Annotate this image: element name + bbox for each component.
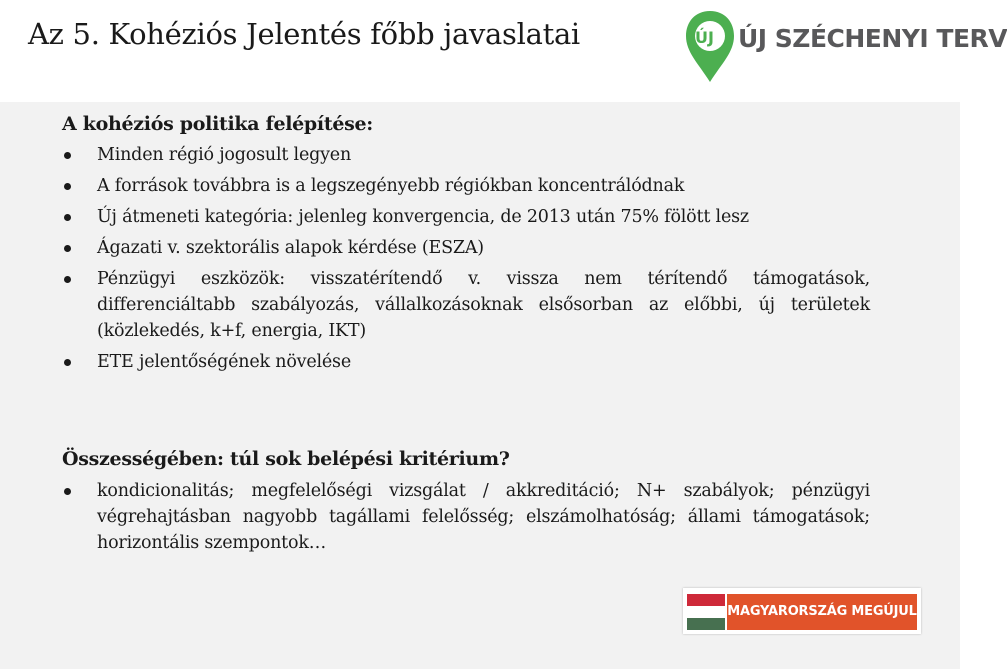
list-item: Minden régió jogosult legyen — [62, 142, 870, 168]
svg-text:ÚJ: ÚJ — [695, 28, 714, 47]
megujul-banner — [727, 594, 917, 630]
list-item: Új átmeneti kategória: jelenleg konvergencia, de 2013 után 75% fölött lesz — [62, 204, 870, 230]
list-item: kondicionalitás; megfelelőségi vizsgálat / akkreditáció; N+ szabályok; pénzügyi végrehajtásban nagyobb tagállami felelősség; elszámolhatóság; állami támogatások; horizontális szempontok… — [62, 478, 870, 556]
szechenyi-terv-logo-text — [738, 24, 1007, 54]
list-item: Ágazati v. szektorális alapok kérdése (ESZA) — [62, 235, 870, 261]
megujul-text: MAGYARORSZÁG MEGÚJUL — [727, 604, 917, 619]
section-heading-summary: Összességében: túl sok belépési kritérium? — [62, 448, 510, 470]
section-heading-structure: A kohéziós politika felépítése: — [62, 113, 374, 135]
logo-text-label: ÚJ SZÉCHENYI TERV — [738, 24, 1007, 53]
page-title: Az 5. Kohéziós Jelentés főbb javaslatai — [28, 17, 580, 51]
list-item: ETE jelentőségének növelése — [62, 349, 870, 375]
structure-list — [62, 142, 870, 380]
list-item: A források továbbra is a legszegényebb régiókban koncentrálódnak — [62, 173, 870, 199]
summary-list — [62, 478, 870, 561]
hungarian-flag-icon — [687, 594, 725, 630]
list-item: Pénzügyi eszközök: visszatérítendő v. vissza nem térítendő támogatások, differenciáltabb szabályozás, vállalkozásoknak elsősorban az előbbi, új területek (közlekedés, k+f, energia, IKT) — [62, 266, 870, 344]
magyarorszag-megujul-logo — [683, 588, 921, 634]
